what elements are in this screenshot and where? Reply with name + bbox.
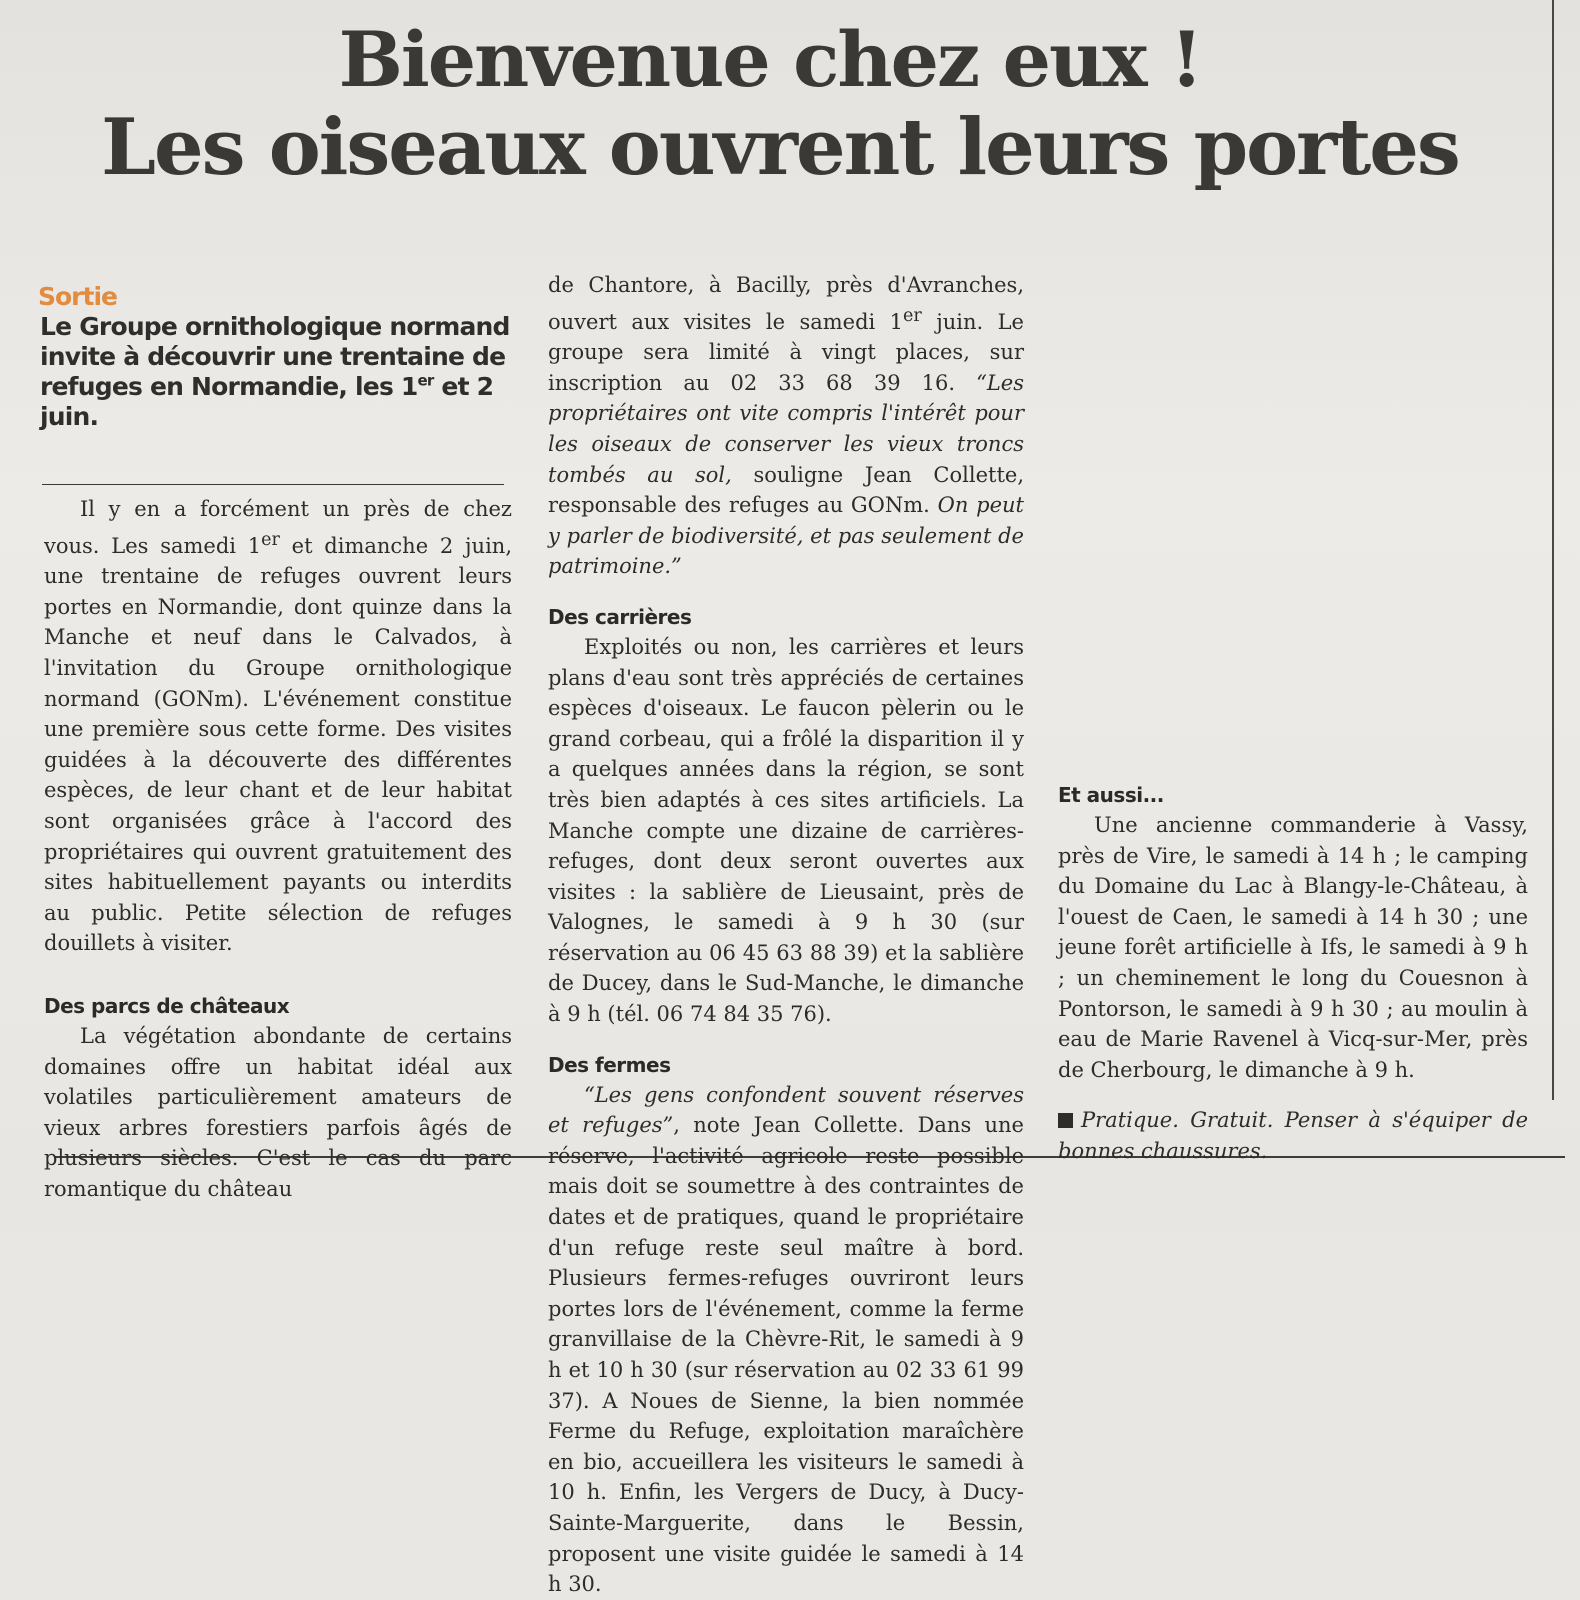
headline-line-1: Bienvenue chez eux ! (338, 15, 1202, 104)
subheading-fermes: Des fermes (548, 1052, 671, 1077)
chateaux-paragraph: La végétation abondante de certains domaines offre un habitat idéal aux volatiles particulièrement amateurs de vieux arbres forestiers parfois âgés de plusieurs siècles. C'est le cas du parc romantique du château (44, 1023, 512, 1201)
deck-divider (42, 484, 504, 485)
carrieres-paragraph: Exploités ou non, les carrières et leurs plans d'eau sont très appréciés de certaines espèces d'oiseaux. Le faucon pèlerin ou le grand corbeau, qui a frôlé la disparition il y a quelques années dans la région, se sont très bien adaptés à ces sites artificiels. La Manche compte une dizaine de carrières-refuges, dont deux seront ouvertes aux visites : la sablière de Lieusaint, près de Valognes, le samedi à 9 h 30 (sur réservation au 06 45 63 88 39) et la sablière de Ducey, dans le Sud-Manche, le dimanche à 9 h (tél. 06 74 84 35 76). (548, 634, 1024, 1027)
et-aussi-paragraph: Une ancienne commanderie à Vassy, près de Vire, le samedi à 14 h ; le camping du Domaine du Lac à Blangy-le-Château, à l'ouest de Caen, le samedi à 14 h 30 ; une jeune forêt artificielle à Ifs, le samedi à 9 h ; un cheminement le long du Couesnon à Pontorson, le samedi à 9 h 30 ; au moulin à eau de Marie Ravenel à Vicq-sur-Mer, près de Cherbourg, le dimanche à 9 h. (1058, 813, 1528, 1082)
headline-line-2: Les oiseaux ouvrent leurs portes (101, 102, 1459, 193)
subheading-et-aussi: Et aussi... (1058, 783, 1164, 807)
pratique-note: Pratique. Gratuit. Penser à s'équiper de bonnes chaussures. (1058, 1108, 1528, 1163)
article-column-2 (548, 270, 1024, 1600)
subheading-carrieres: Des carrières (548, 604, 692, 629)
intro-paragraph: Il y en a forcément un près de chez vous. Les samedi 1er et dimanche 2 juin, une trentaine de refuges ouvrent leurs portes en Normandie, dont quinze dans la Manche et neuf dans le Calvados, à l'invitation du Groupe ornithologique normand (GONm). L'événement constitue une première sous cette forme. Des visites guidées à la découverte des différentes espèces, de leur chant et de leur habitat sont organisées grâce à l'accord des propriétaires qui ouvrent gratuitement des sites habituellement payants ou interdits au public. Petite sélection de refuges douillets à visiter. (44, 497, 512, 956)
fermes-paragraph: “Les gens confondent souvent réserves et refuges”, note Jean Collette. Dans une réserve, l'activité agricole reste possible mais doit se soumettre à des contraintes de dates et de pratiques, quand le propriétaire d'un refuge reste seul maître à bord. Plusieurs fermes-refuges ouvriront leurs portes lors de l'événement, comme la ferme granvillaise de la Chèvre-Rit, le samedi à 9 h et 10 h 30 (sur réservation au 02 33 61 99 37). A Noues de Sienne, la bien nommée Ferme du Refuge, exploitation maraîchère en bio, accueillera les visiteurs le samedi à 10 h. Enfin, les Vergers de Ducy, à Ducy-Sainte-Marguerite, dans le Bessin, proposent une visite guidée le samedi à 14 h 30. (548, 1082, 1024, 1597)
bullet-square-icon (1058, 1113, 1073, 1128)
chateaux-paragraph-continued: de Chantore, à Bacilly, près d'Avranches, ouvert aux visites le samedi 1er juin. Le groupe sera limité à vingt places, sur inscription au 02 33 68 39 16. “Les propriétaires ont vite compris l'intérêt pour les oiseaux de conserver les vieux troncs tombés au sol, souligne Jean Collette, responsable des refuges au GONm. On peut y parler de biodiversité, et pas seulement de patrimoine.” (548, 273, 1024, 579)
article-column-3 (1058, 260, 1528, 1167)
kicker-label: Sortie (38, 282, 117, 311)
subheading-chateaux: Des parcs de châteaux (44, 993, 290, 1018)
article-column-1 (44, 494, 512, 1204)
deck-summary: Le Groupe ornithologique normand invite à découvrir une trentaine de refuges en Normandie, les 1er et 2 juin. (40, 312, 510, 431)
